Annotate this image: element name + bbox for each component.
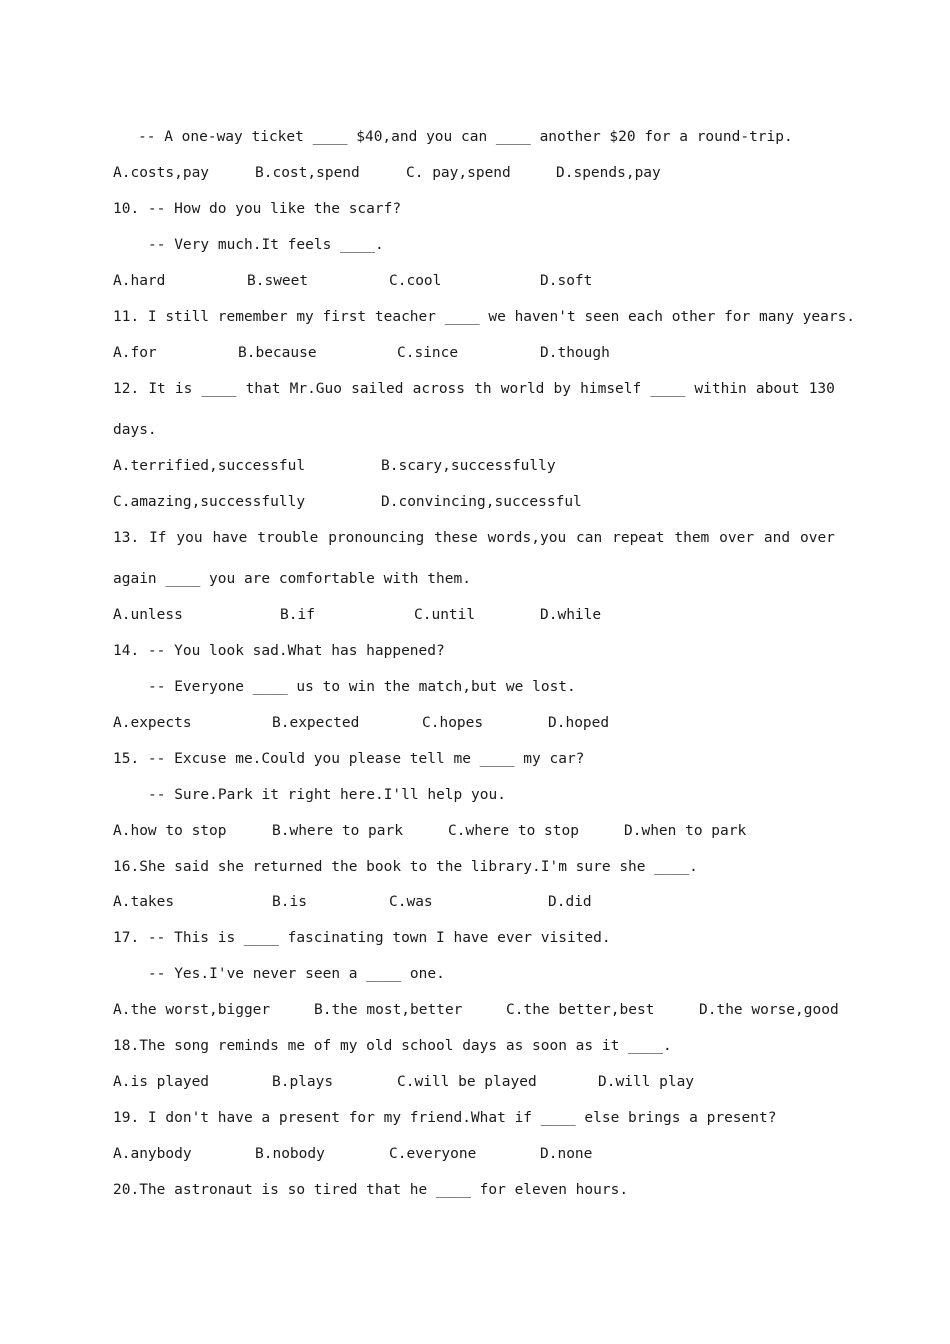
option-d: D.did bbox=[548, 894, 592, 910]
option-a: A.is played bbox=[113, 1074, 210, 1090]
q12-options-row2 bbox=[0, 492, 950, 512]
option-b: B.expected bbox=[272, 715, 360, 731]
word: them bbox=[674, 530, 710, 546]
word: sailed bbox=[351, 381, 404, 397]
option-a: A.costs,pay bbox=[113, 165, 210, 181]
word: If bbox=[149, 530, 167, 546]
q19-stem: 19. I don't have a present for my friend.What if ____ else brings a present? bbox=[113, 1110, 777, 1126]
word: world bbox=[500, 381, 545, 397]
word: within bbox=[694, 381, 747, 397]
q19-options bbox=[0, 1144, 950, 1164]
option-a: A.anybody bbox=[113, 1146, 192, 1162]
word: is bbox=[174, 381, 193, 397]
q18-stem: 18.The song reminds me of my old school days as soon as it ____. bbox=[113, 1038, 672, 1054]
word: Mr.Guo bbox=[289, 381, 342, 397]
word: over bbox=[799, 530, 835, 546]
q14-stem: 14. -- You look sad.What has happened? bbox=[113, 643, 445, 659]
option-c: C.the better,best bbox=[506, 1002, 655, 1018]
option-a: A.unless bbox=[113, 607, 183, 623]
q13-stem-continued: again ____ you are comfortable with them. bbox=[113, 571, 471, 587]
option-c: C.amazing,successfully bbox=[113, 494, 306, 510]
q12-stem bbox=[113, 379, 835, 399]
q9-dialog: -- A one-way ticket ____ $40,and you can ____ another $20 for a round-trip. bbox=[138, 129, 793, 145]
word: 130 bbox=[808, 381, 835, 397]
option-b: B.nobody bbox=[255, 1146, 325, 1162]
q13-stem bbox=[113, 528, 835, 548]
q12-options-row1 bbox=[0, 456, 950, 476]
option-b: B.scary,successfully bbox=[381, 458, 556, 474]
word: by bbox=[553, 381, 571, 397]
word: words,you bbox=[487, 530, 567, 546]
option-a: A.takes bbox=[113, 894, 175, 910]
option-d: D.soft bbox=[540, 273, 593, 289]
word: have bbox=[212, 530, 248, 546]
option-c: C.hopes bbox=[422, 715, 484, 731]
option-d: D.though bbox=[540, 345, 610, 361]
option-d: D.will play bbox=[598, 1074, 695, 1090]
option-d: D.none bbox=[540, 1146, 593, 1162]
option-c: C.until bbox=[414, 607, 476, 623]
option-d: D.spends,pay bbox=[556, 165, 661, 181]
word: that bbox=[245, 381, 281, 397]
option-b: B.if bbox=[280, 607, 315, 623]
q15-dialog: -- Sure.Park it right here.I'll help you. bbox=[148, 787, 506, 803]
option-c: C.will be played bbox=[397, 1074, 537, 1090]
q11-stem: 11. I still remember my first teacher ____ we haven't seen each other for many years. bbox=[113, 309, 856, 325]
q10-options bbox=[0, 271, 950, 291]
option-a: A.for bbox=[113, 345, 157, 361]
q15-stem: 15. -- Excuse me.Could you please tell me ____ my car? bbox=[113, 751, 585, 767]
option-a: A.how to stop bbox=[113, 823, 227, 839]
option-c: C. pay,spend bbox=[406, 165, 511, 181]
option-b: B.sweet bbox=[247, 273, 309, 289]
option-c: C.everyone bbox=[389, 1146, 477, 1162]
option-d: D.convincing,successful bbox=[381, 494, 582, 510]
q9-options bbox=[0, 163, 950, 183]
word: 13. bbox=[113, 530, 140, 546]
option-d: D.hoped bbox=[548, 715, 610, 731]
option-d: D.while bbox=[540, 607, 602, 623]
word: th bbox=[474, 381, 492, 397]
option-a: A.the worst,bigger bbox=[113, 1002, 271, 1018]
word: across bbox=[412, 381, 466, 397]
q17-options bbox=[0, 1000, 950, 1020]
q18-options bbox=[0, 1072, 950, 1092]
q17-stem: 17. -- This is ____ fascinating town I have ever visited. bbox=[113, 930, 611, 946]
word: It bbox=[148, 381, 166, 397]
option-b: B.cost,spend bbox=[255, 165, 360, 181]
option-a: A.terrified,successful bbox=[113, 458, 306, 474]
word: over bbox=[719, 530, 755, 546]
option-b: B.where to park bbox=[272, 823, 403, 839]
option-d: D.the worse,good bbox=[699, 1002, 839, 1018]
q10-dialog: -- Very much.It feels ____. bbox=[148, 237, 384, 253]
q12-stem-continued: days. bbox=[113, 422, 157, 438]
blank: ____ bbox=[650, 381, 686, 397]
word: pronouncing bbox=[328, 530, 425, 546]
option-c: C.since bbox=[397, 345, 459, 361]
q16-stem: 16.She said she returned the book to the library.I'm sure she ____. bbox=[113, 859, 698, 875]
word: and bbox=[763, 530, 791, 546]
option-a: A.hard bbox=[113, 273, 166, 289]
option-b: B.the most,better bbox=[314, 1002, 463, 1018]
word: can bbox=[576, 530, 603, 546]
word: trouble bbox=[257, 530, 319, 546]
option-c: C.where to stop bbox=[448, 823, 579, 839]
word: himself bbox=[580, 381, 642, 397]
word: repeat bbox=[612, 530, 665, 546]
word: about bbox=[755, 381, 800, 397]
option-a: A.expects bbox=[113, 715, 192, 731]
q17-dialog: -- Yes.I've never seen a ____ one. bbox=[148, 966, 445, 982]
option-c: C.cool bbox=[389, 273, 442, 289]
q14-options bbox=[0, 713, 950, 733]
q16-options bbox=[0, 892, 950, 912]
word: these bbox=[434, 530, 478, 546]
option-b: B.plays bbox=[272, 1074, 334, 1090]
option-d: D.when to park bbox=[624, 823, 747, 839]
option-b: B.is bbox=[272, 894, 307, 910]
q11-options bbox=[0, 343, 950, 363]
q13-options bbox=[0, 605, 950, 625]
q15-options bbox=[0, 821, 950, 841]
q20-stem: 20.The astronaut is so tired that he ____ for eleven hours. bbox=[113, 1182, 629, 1198]
option-b: B.because bbox=[238, 345, 317, 361]
word: you bbox=[176, 530, 203, 546]
option-c: C.was bbox=[389, 894, 433, 910]
q10-stem: 10. -- How do you like the scarf? bbox=[113, 201, 402, 217]
q14-dialog: -- Everyone ____ us to win the match,but we lost. bbox=[148, 679, 576, 695]
word: 12. bbox=[113, 381, 140, 397]
blank: ____ bbox=[201, 381, 237, 397]
